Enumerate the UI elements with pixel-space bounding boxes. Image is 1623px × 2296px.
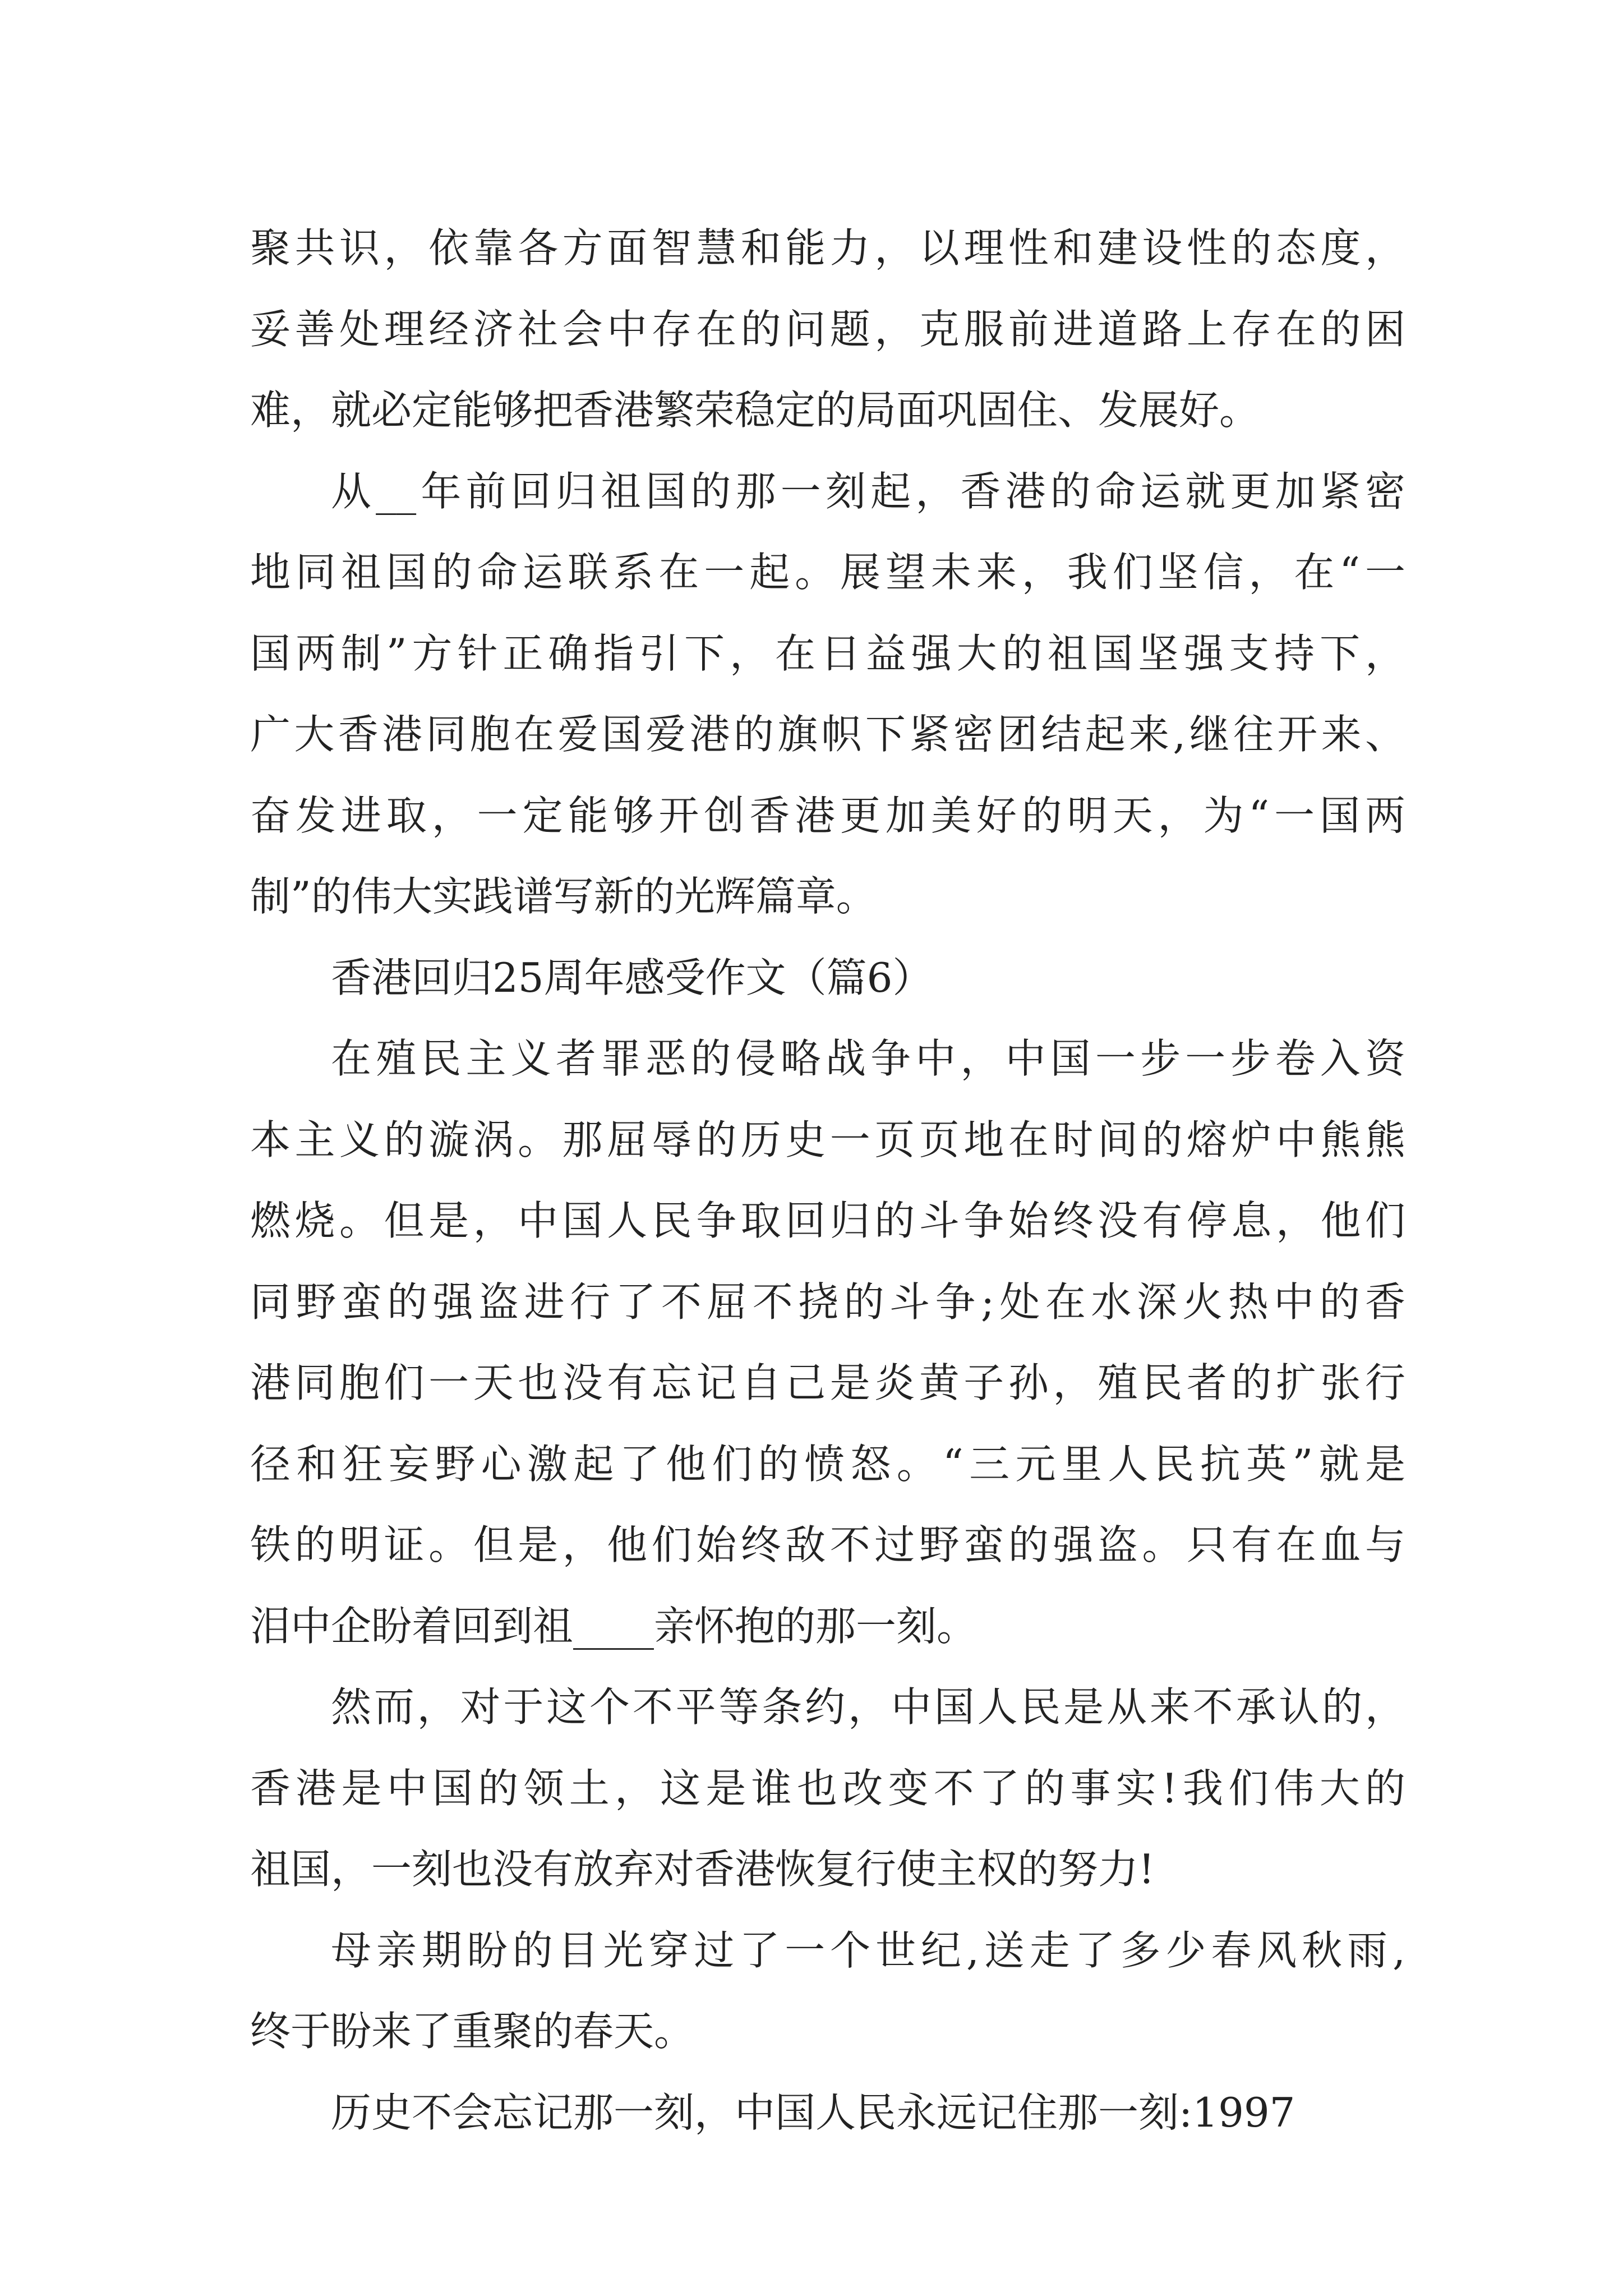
text-line: 在殖民主义者罪恶的侵略战争中，中国一步一步卷入资 xyxy=(331,1035,1405,1082)
text-line: 母亲期盼的目光穿过了一个世纪,送走了多少春风秋雨, xyxy=(331,1926,1405,1974)
text-line: 难，就必定能够把香港繁荣稳定的局面巩固住、发展好。 xyxy=(250,386,1260,434)
text-line: 妥善处理经济社会中存在的问题，克服前进道路上存在的困 xyxy=(250,305,1405,353)
text-line: 祖国，一刻也没有放弃对香港恢复行使主权的努力! xyxy=(250,1846,1155,1893)
text-line: 地同祖国的命运联系在一起。展望未来，我们坚信，在“一 xyxy=(250,549,1405,596)
text-line: 本主义的漩涡。那屈辱的历史一页页地在时间的熔炉中熊熊 xyxy=(250,1116,1405,1163)
text-line: 铁的明证。但是，他们始终敌不过野蛮的强盗。只有在血与 xyxy=(250,1521,1405,1568)
text-line: 然而，对于这个不平等条约，中国人民是从来不承认的， xyxy=(331,1683,1405,1731)
section-heading xyxy=(250,937,1405,1019)
text-line: 终于盼来了重聚的春天。 xyxy=(250,2008,695,2055)
text-line: 广大香港同胞在爱国爱港的旗帜下紧密团结起来,继往开来、 xyxy=(250,711,1405,758)
paragraph-3 xyxy=(250,1018,1405,1667)
text-line: 聚共识，依靠各方面智慧和能力，以理性和建设性的态度， xyxy=(250,224,1405,272)
text-line: 港同胞们一天也没有忘记自己是炎黄子孙，殖民者的扩张行 xyxy=(250,1359,1405,1406)
paragraph-6 xyxy=(250,2072,1405,2154)
text-line: 历史不会忘记那一刻，中国人民永远记住那一刻:1997 xyxy=(331,2088,1295,2136)
text-line: 制”的伟大实践谱写新的光辉篇章。 xyxy=(250,873,877,920)
text-line: 同野蛮的强盗进行了不屈不挠的斗争;处在水深火热中的香 xyxy=(250,1278,1405,1326)
paragraph-4 xyxy=(250,1667,1405,1910)
text-line: 径和狂妄野心激起了他们的愤怒。“三元里人民抗英”就是 xyxy=(250,1440,1405,1488)
text-line: 燃烧。但是，中国人民争取回归的斗争始终没有停息，他们 xyxy=(250,1197,1405,1244)
text-line: 泪中企盼着回到祖____亲怀抱的那一刻。 xyxy=(250,1602,978,1650)
section-heading-text: 香港回归25周年感受作文（篇6） xyxy=(331,954,933,1001)
text-line: 香港是中国的领土，这是谁也改变不了的事实!我们伟大的 xyxy=(250,1764,1405,1812)
paragraph-1 xyxy=(250,208,1405,451)
text-line: 从__年前回归祖国的那一刻起，香港的命运就更加紧密 xyxy=(331,467,1405,515)
text-line: 奋发进取，一定能够开创香港更加美好的明天，为“一国两 xyxy=(250,792,1405,839)
paragraph-5 xyxy=(250,1910,1405,2072)
document-body xyxy=(250,208,1405,2153)
text-line: 国两制”方针正确指引下，在日益强大的祖国坚强支持下， xyxy=(250,629,1405,677)
paragraph-2 xyxy=(250,451,1405,937)
